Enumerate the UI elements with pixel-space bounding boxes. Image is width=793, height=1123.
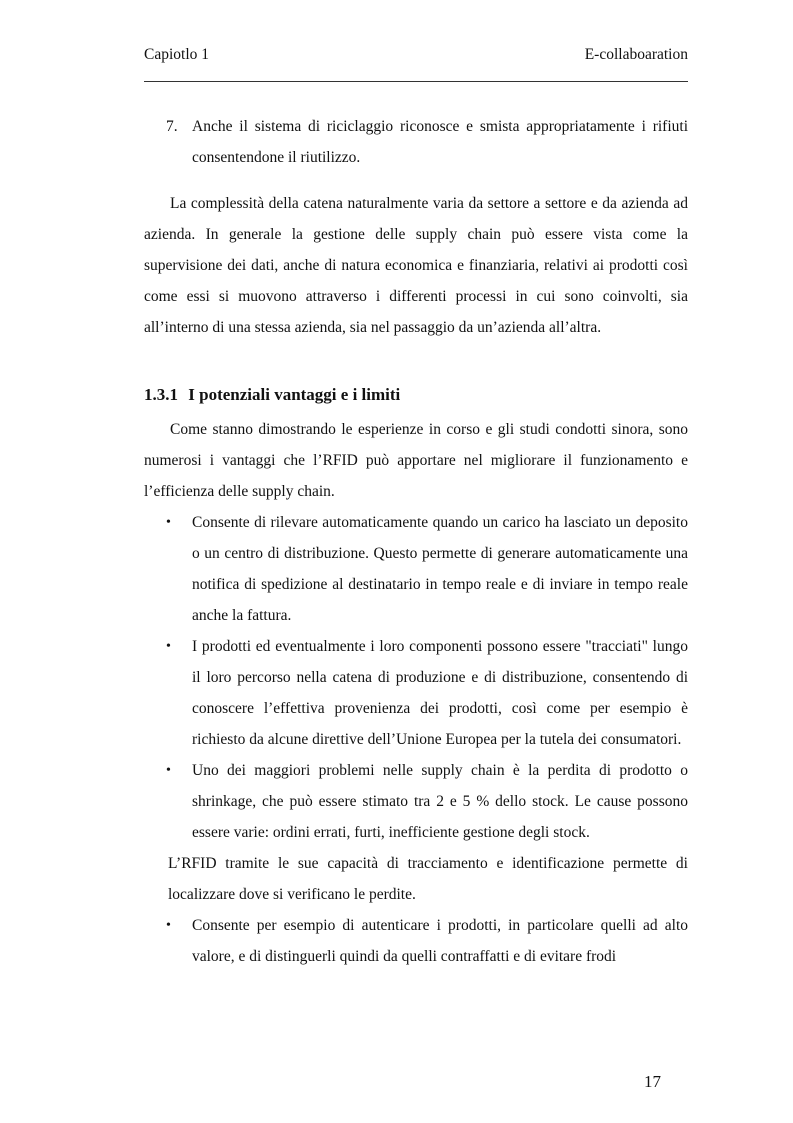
- list-item: [144, 631, 688, 755]
- list-item-text: Anche il sistema di riciclaggio riconosce e smista appropriatamente i rifiuti consentendone il riutilizzo.: [192, 118, 688, 166]
- bullet-icon: •: [166, 763, 171, 778]
- section-title-text: I potenziali vantaggi e i limiti: [188, 385, 401, 404]
- bullet-text: Consente per esempio di autenticare i prodotti, in particolare quelli ad alto valore, e di distinguerli quindi da quelli contraffatti e di evitare frodi: [192, 917, 688, 965]
- running-header: [144, 46, 688, 70]
- section-number: 1.3.1: [144, 385, 178, 404]
- intro-paragraph: La complessità della catena naturalmente varia da settore a settore e da azienda ad azienda. In generale la gestione delle supply chain può essere vista come la supervisione dei dati, anche di natura economica e finanziaria, relativi ai prodotti così come essi si muovono attraverso i differenti processi in cui sono coinvolti, sia all’interno di una stessa azienda, sia nel passaggio da un’azienda all’altra.: [144, 195, 688, 336]
- section-heading: [144, 379, 688, 410]
- page-body: [144, 111, 688, 972]
- advantages-list: [144, 507, 688, 848]
- bullet-icon: •: [166, 639, 171, 654]
- bullet-text: Uno dei maggiori problemi nelle supply chain è la perdita di prodotto o shrinkage, che può essere stimato tra 2 e 5 % dello stock. Le cause possono essere varie: ordini errati, furti, inefficiente gestione degli stock.: [192, 762, 688, 841]
- list-item: [144, 755, 688, 848]
- bullet-text: Consente di rilevare automaticamente quando un carico ha lasciato un deposito o un centro di distribuzione. Questo permette di generare automaticamente una notifica di spedizione al destinatario in tempo reale e di inviare in tempo reale anche la fattura.: [192, 514, 688, 624]
- numbered-list-item: [144, 111, 688, 173]
- list-item: [144, 910, 688, 972]
- rfid-paragraph: L’RFID tramite le sue capacità di tracciamento e identificazione permette di localizzare dove si verificano le perdite.: [168, 855, 688, 903]
- chapter-topic: E-collaboaration: [584, 46, 688, 63]
- header-rule: [144, 81, 688, 82]
- chapter-label: Capiotlo 1: [144, 46, 210, 63]
- list-number: 7.: [166, 118, 178, 135]
- page-number: 17: [644, 1072, 661, 1091]
- advantages-list-continued: [144, 910, 688, 972]
- list-item: [144, 507, 688, 631]
- section-paragraph: Come stanno dimostrando le esperienze in corso e gli studi condotti sinora, sono numerosi i vantaggi che l’RFID può apportare nel migliorare il funzionamento e l’efficienza delle supply chain.: [144, 421, 688, 500]
- bullet-icon: •: [166, 918, 171, 933]
- bullet-icon: •: [166, 515, 171, 530]
- bullet-text: I prodotti ed eventualmente i loro componenti possono essere "tracciati" lungo il loro percorso nella catena di produzione e di distribuzione, consentendo di conoscere l’effettiva provenienza dei prodotti, così come per esempio è richiesto da alcune direttive dell’Unione Europea per la tutela dei consumatori.: [192, 638, 688, 748]
